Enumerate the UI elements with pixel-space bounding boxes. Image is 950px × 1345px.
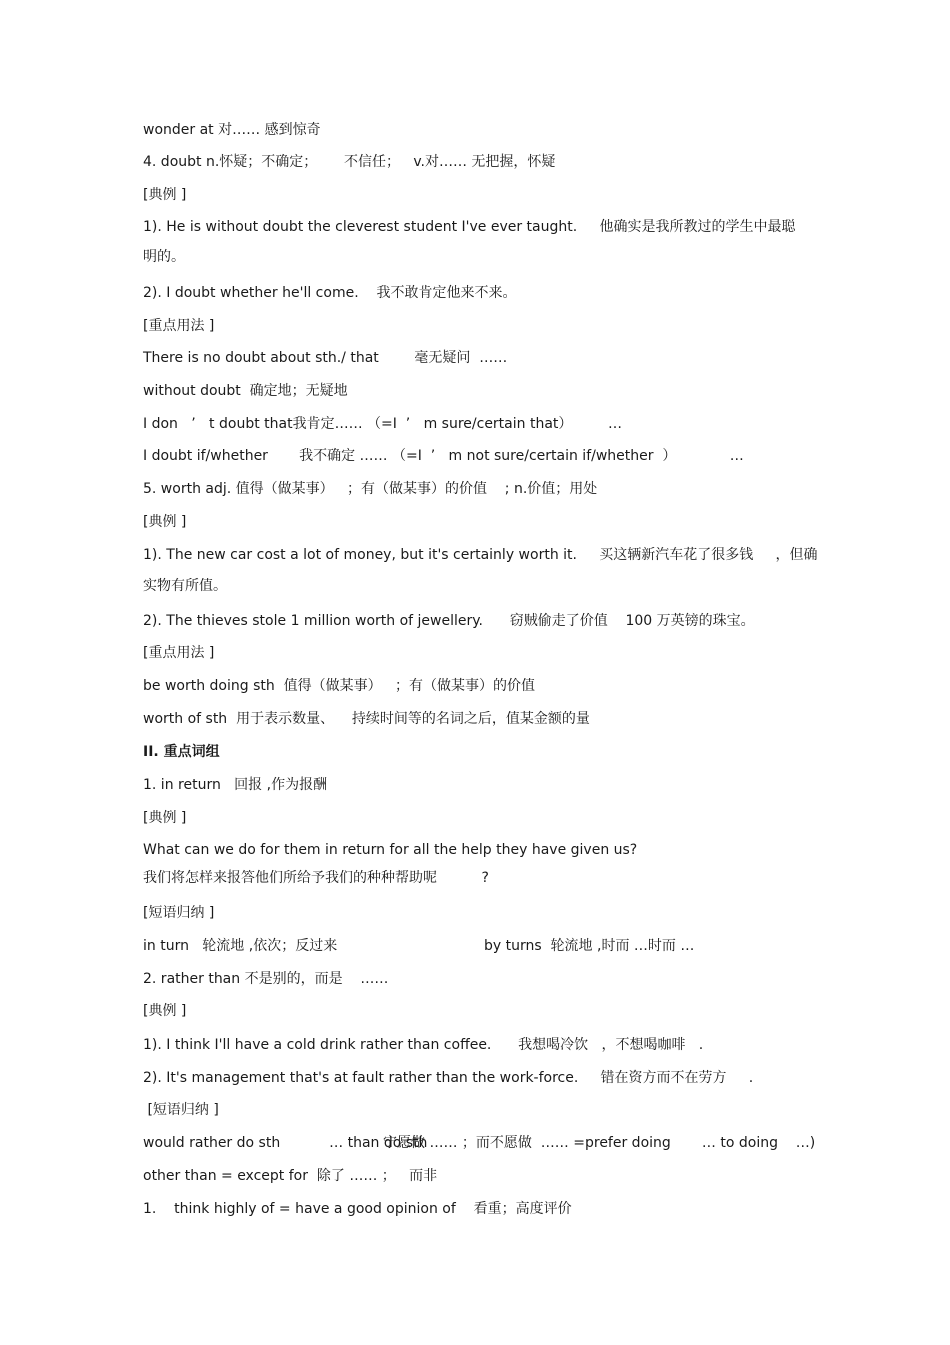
text-line: [重点用法 ] xyxy=(143,645,215,661)
text-line: worth of sth 用于表示数量、 持续时间等的名词之后，值某金额的量 xyxy=(143,711,590,727)
text-line: be worth doing sth 值得（做某事） ；有（做某事）的价值 xyxy=(143,678,535,694)
text-line: [典例 ] xyxy=(143,1003,187,1019)
text-line: 明的。 xyxy=(143,249,185,265)
text-line: 1). He is without doubt the cleverest student I've ever taught. 他确实是我所教过的学生中最聪 xyxy=(143,219,796,235)
text-line: 宁愿做 …… ；而不愿做 …… =prefer doing … to doing …) xyxy=(383,1135,816,1151)
text-line: 2). It's management that's at fault rather than the work-force. 错在资方而不在劳方 . xyxy=(143,1070,754,1086)
text-line: 1). The new car cost a lot of money, but it's certainly worth it. 买这辆新汽车花了很多钱 ，但确 xyxy=(143,547,818,563)
text-line: [典例 ] xyxy=(143,187,187,203)
text-line: [短语归纳 ] xyxy=(143,1102,219,1118)
text-line: What can we do for them in return for all the help they have given us? xyxy=(143,842,638,858)
text-line: 1. think highly of = have a good opinion of 看重；高度评价 xyxy=(143,1201,572,1217)
text-line: would rather do sth … than do sth xyxy=(143,1135,428,1151)
text-line: 2). I doubt whether he'll come. 我不敢肯定他来不来。 xyxy=(143,285,517,301)
text-line: 我们将怎样来报答他们所给予我们的种种帮助呢 ? xyxy=(143,870,489,886)
text-line: [重点用法 ] xyxy=(143,318,215,334)
text-line: in turn 轮流地 ,依次；反过来 xyxy=(143,938,338,954)
text-line: by turns 轮流地 ,时而 …时而 … xyxy=(484,938,695,954)
text-line: without doubt 确定地；无疑地 xyxy=(143,383,348,399)
text-line: 1). I think I'll have a cold drink rather than coffee. 我想喝冷饮 ，不想喝咖啡 . xyxy=(143,1037,704,1053)
text-line: 4. doubt n.怀疑；不确定； 不信任； v.对…… 无把握，怀疑 xyxy=(143,154,556,170)
section-heading: II. 重点词组 xyxy=(143,744,220,760)
text-line: I don ’ t doubt that我肯定…… （=I ’ m sure/certain that） … xyxy=(143,416,623,432)
text-line: wonder at 对…… 感到惊奇 xyxy=(143,122,321,138)
text-line: 实物有所值。 xyxy=(143,578,227,594)
text-line: 2). The thieves stole 1 million worth of jewellery. 窃贼偷走了价值 100 万英镑的珠宝。 xyxy=(143,613,755,629)
text-line: [典例 ] xyxy=(143,810,187,826)
text-line: 1. in return 回报 ,作为报酬 xyxy=(143,777,328,793)
text-line: [典例 ] xyxy=(143,514,187,530)
text-line: 2. rather than 不是别的，而是 …… xyxy=(143,971,389,987)
text-line: 5. worth adj. 值得（做某事） ；有（做某事）的价值 ; n.价值；用处 xyxy=(143,481,598,497)
text-line: I doubt if/whether 我不确定 …… （=I ’ m not sure/certain if/whether ） … xyxy=(143,448,744,464)
text-line: other than = except for 除了 …… ； 而非 xyxy=(143,1168,438,1184)
text-line: There is no doubt about sth./ that 毫无疑问 …… xyxy=(143,350,508,366)
text-line: [短语归纳 ] xyxy=(143,905,215,921)
